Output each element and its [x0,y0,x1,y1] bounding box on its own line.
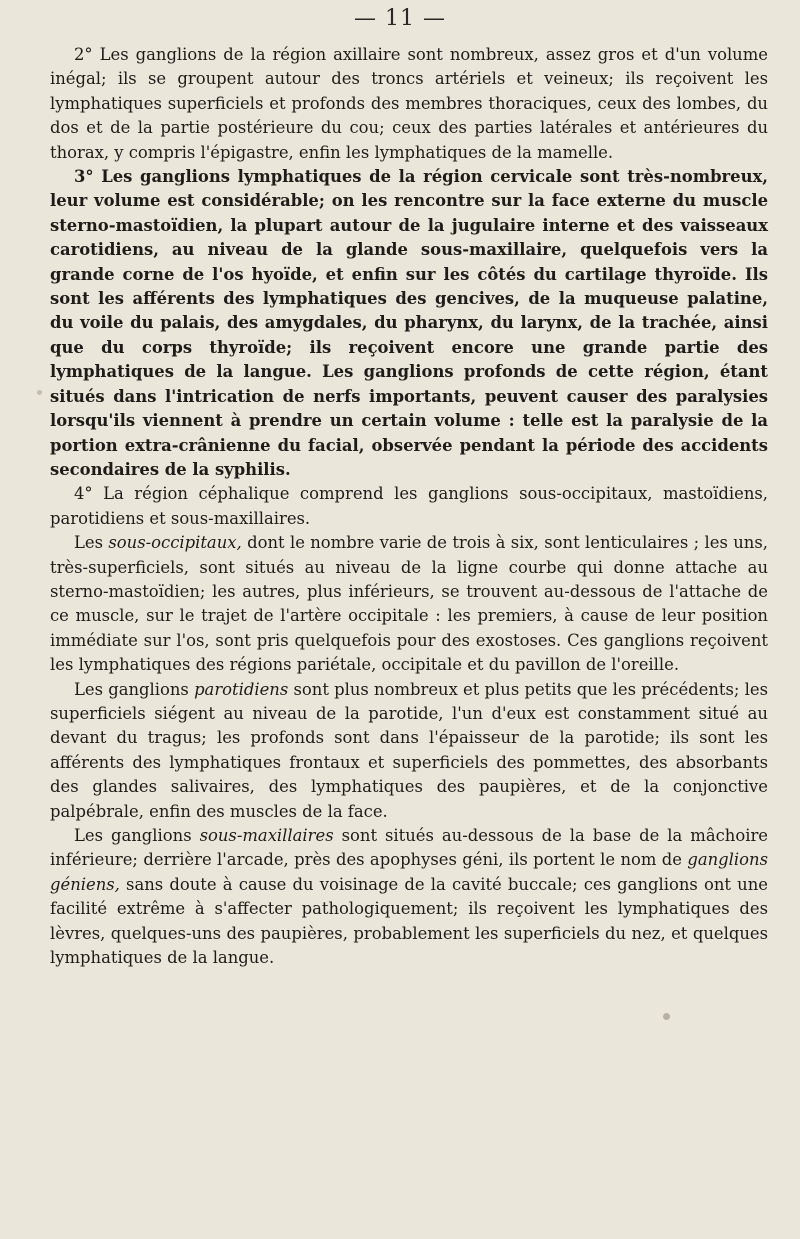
paragraph-parotidiens [50,678,768,824]
paragraph-text: 2° Les ganglions de la région axillaire sont nombreux, assez gros et d'un volume inégal; ils se groupent autour des troncs artériels et veineux; ils reçoivent les lymphatiques superficiels et profonds des membres thoraciques, ceux des lombes, du dos et de la partie postérieure du cou; ceux des parties latérales et antérieures du thorax, y compris l'épigastre, enfin les lymphatiques de la mamelle. [50,45,768,162]
italic-term: parotidiens [194,679,289,699]
paragraph-text: Les ganglions [74,826,200,845]
paragraph-cervicale [50,165,768,482]
paragraph-text: Les [74,533,109,553]
paragraph-sous-maxillaires [50,824,768,970]
paragraph-text: dont le nombre varie de trois à six, sont lenticulaires ; les uns, très-superficiels, sont situés au niveau de la ligne courbe qui donne attache au sterno-mastoïdien; les autres, plus inférieurs, se trouvent au-dessous de l'attache de ce muscle, sur le trajet de l'artère occipitale : les premiers, à cause de leur position immédiate sur l'os, sont pris quelquefois pour des exostoses. Ces ganglions reçoivent les lymphatiques des régions pariétale, occipitale et du pavillon de l'oreille. [50,533,768,675]
paragraph-cephalique [50,482,768,531]
page-number: — 11 — [354,6,446,31]
italic-term: ganglions géniens, [50,850,768,894]
paragraph-sous-occipitaux [50,531,768,677]
italic-term: sous-maxillaires [199,826,334,845]
paragraph-text: 4° La région céphalique comprend les ganglions sous-occipitaux, mastoïdiens, parotidiens et sous-maxillaires. [50,484,768,528]
body-text [50,43,768,970]
paragraph-text: sont plus nombreux et plus petits que les précédents; les superficiels siégent au niveau de la parotide, l'un d'eux est constamment situé au devant du tragus; les profonds sont dans l'épaisseur de la parotide; ils sont les afférents des lymphatiques frontaux et superficiels des pommettes, des absorbants des glandes salivaires, des lymphatiques des paupières, et de la conjonctive palpébrale, enfin des muscles de la face. [50,679,768,821]
paragraph-text: sans doute à cause du voisinage de la cavité buccale; ces ganglions ont une facilité extrême à s'affecter pathologiquement; ils reçoivent les lymphatiques des lèvres, quelques-uns des paupières, probablement les superficiels du nez, et quelques lymphatiques de la langue. [50,874,768,968]
paragraph-text: Les ganglions [74,679,195,699]
paper-speck [663,1013,670,1020]
paragraph-axillaire [50,43,768,165]
paragraph-text: 3° Les ganglions lymphatiques de la région cervicale sont très-nombreux, leur volume est considérable; on les rencontre sur la face externe du muscle sterno-mastoïdien, la plupart autour de la jugulaire interne et des vaisseaux carotidiens, au niveau de la glande sous-maxillaire, quelquefois vers la grande corne de l'os hyoïde, et enfin sur les côtés du cartilage thyroïde. Ils sont les afférents des lymphatiques des gencives, de la muqueuse palatine, du voile du palais, des amygdales, du pharynx, du larynx, de la trachée, ainsi que du corps thyroïde; ils reçoivent encore une grande partie des lymphatiques de la langue. Les ganglions profonds de cette région, étant situés dans l'intrication de nerfs importants, peuvent causer des paralysies lorsqu'ils viennent à prendre un certain volume : telle est la paralysie de la portion extra-crânienne du facial, observée pendant la période des accidents secondaires de la syphilis. [50,167,768,479]
italic-term: sous-occipitaux, [108,533,242,553]
paper-speck [37,390,42,395]
paragraph-text: sont situés au-dessous de la base de la mâchoire inférieure; derrière l'arcade, près des apophyses géni, ils portent le nom de [50,826,768,870]
